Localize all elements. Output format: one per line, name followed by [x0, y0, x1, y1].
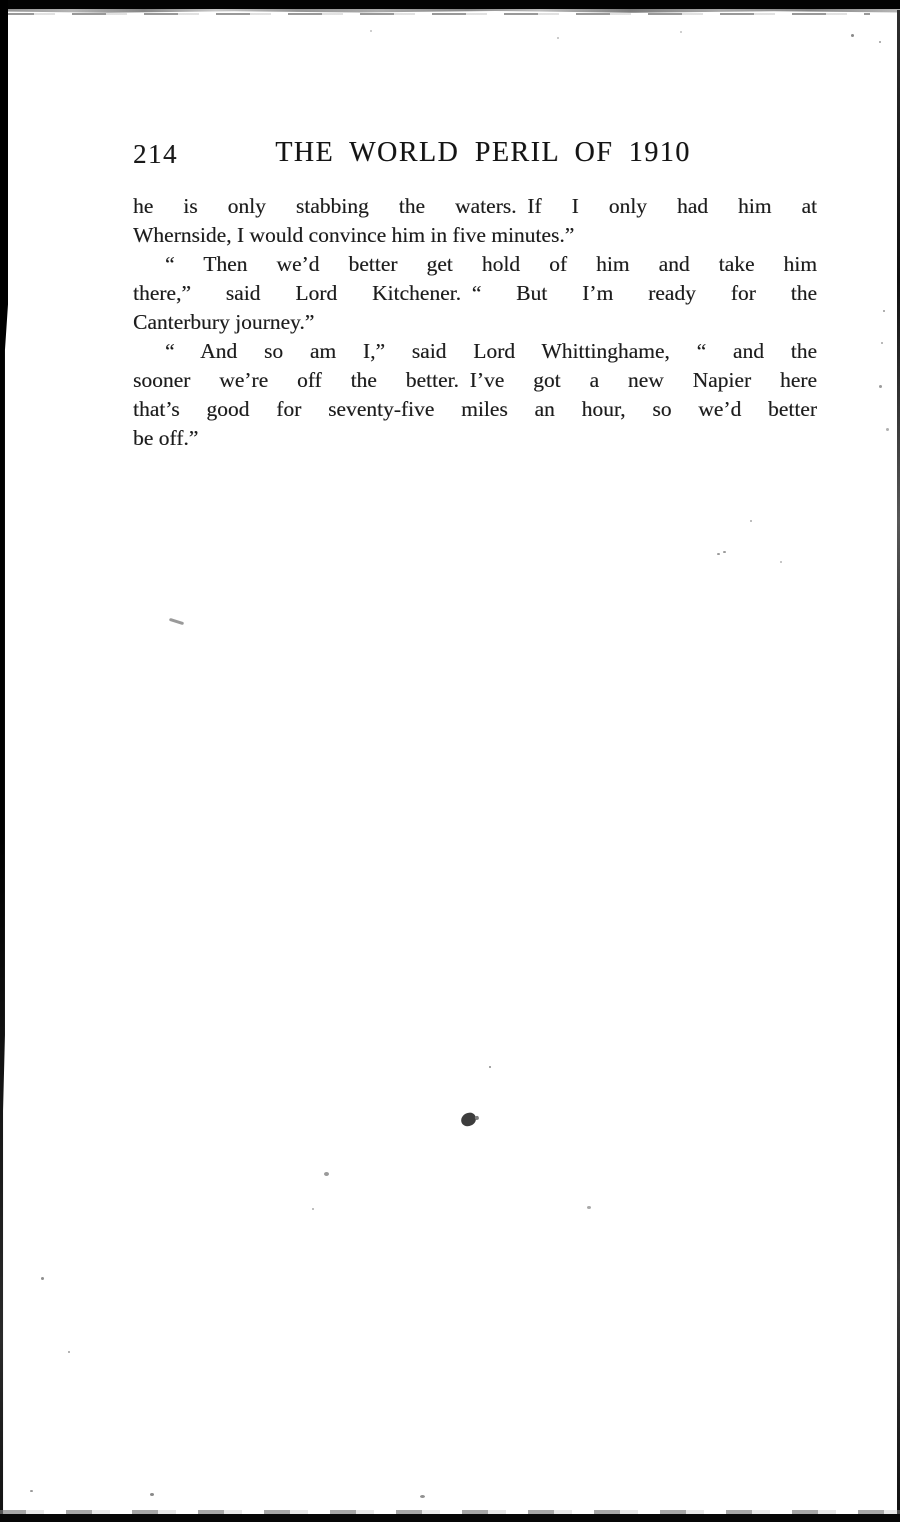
scan-speck: [30, 1490, 33, 1492]
scan-speck: [879, 41, 881, 43]
text-line: sooner we’re off the better. I’ve got a new Napier here: [133, 368, 817, 392]
ink-spot: [460, 1111, 478, 1127]
scan-speck: [489, 1066, 491, 1068]
scan-edge-top: [0, 0, 900, 9]
scan-speck: [557, 37, 559, 39]
text-line: that’s good for seventy-five miles an hour, so we’d better: [133, 397, 817, 421]
text-line: Whernside, I would convince him in five minutes.”: [133, 223, 575, 247]
text-line: be off.”: [133, 426, 199, 450]
text-line: there,” said Lord Kitchener. “ But I’m ready for the: [133, 281, 817, 305]
text-line: “ And so am I,” said Lord Whittinghame, “ and the: [165, 339, 817, 363]
text-line: “ Then we’d better get hold of him and take him: [165, 252, 817, 276]
scan-edge-left: [0, 0, 8, 1522]
scan-speck: [717, 553, 720, 555]
scan-speck: [680, 31, 682, 33]
body-text-block: [133, 192, 817, 453]
pencil-dash-mark: [169, 618, 184, 625]
running-head-title: THE WORLD PERIL OF 1910: [275, 137, 691, 168]
scan-edge-top-line: [0, 13, 870, 15]
scan-speck: [370, 30, 372, 32]
scan-speck: [723, 551, 726, 553]
scan-speck: [881, 342, 883, 344]
scan-speck: [879, 385, 882, 388]
scan-speck: [883, 310, 885, 312]
scan-speck: [780, 561, 782, 563]
scan-speck: [324, 1172, 329, 1176]
scan-speck: [851, 34, 854, 37]
text-line: Canterbury journey.”: [133, 310, 315, 334]
scan-speck: [150, 1493, 154, 1496]
scan-speck: [886, 428, 889, 431]
scan-speck: [68, 1351, 70, 1353]
scan-speck: [587, 1206, 591, 1209]
scan-speck: [41, 1277, 44, 1280]
scan-speck: [750, 520, 752, 522]
scan-edge-bottom: [0, 1514, 900, 1522]
scan-speck: [420, 1495, 425, 1498]
page-number: 214: [133, 139, 178, 169]
scan-speck: [312, 1208, 314, 1210]
text-line: he is only stabbing the waters. If I only had him at: [133, 194, 817, 218]
